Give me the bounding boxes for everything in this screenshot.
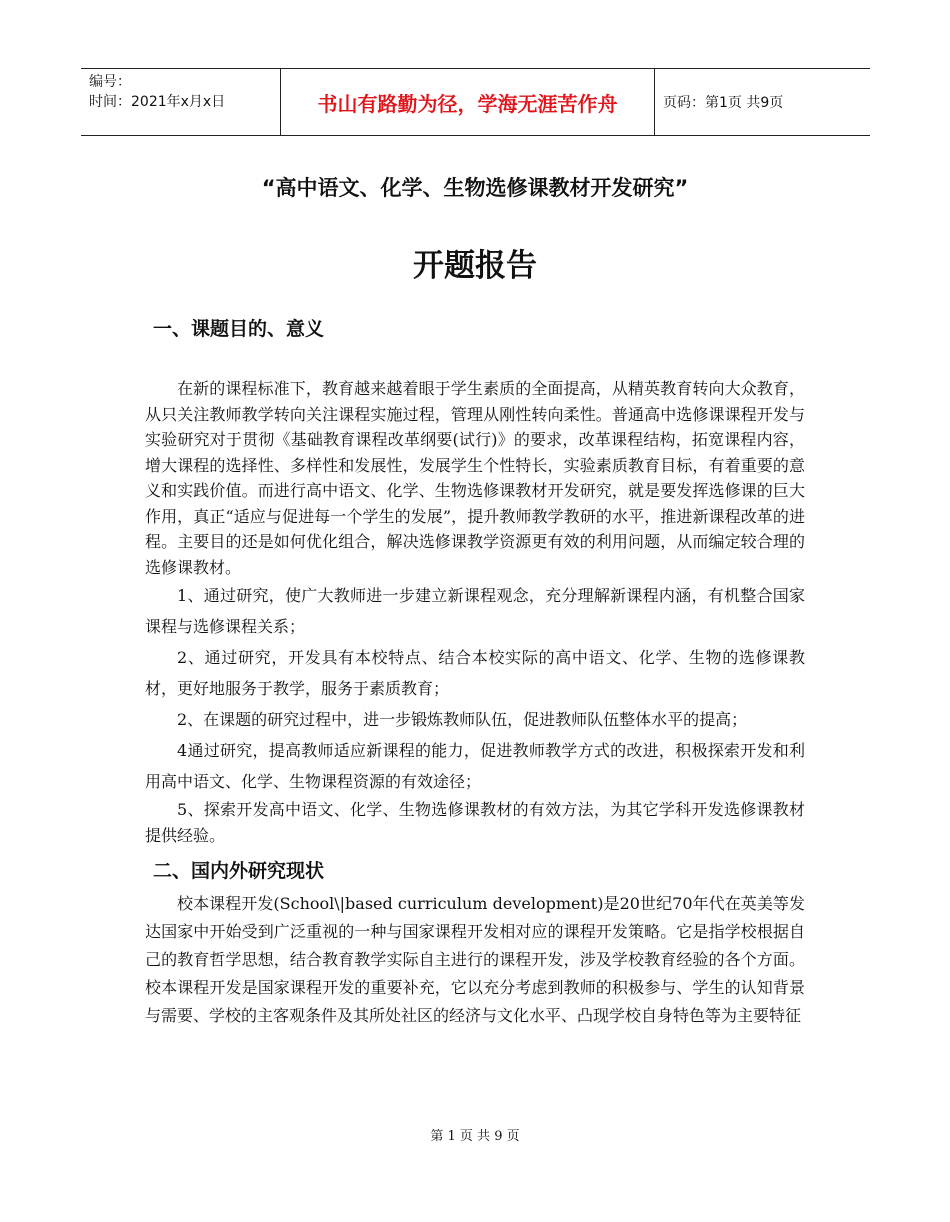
document-subtitle: 开题报告 (413, 248, 537, 284)
list-item: 1、通过研究，使广大教师进一步建立新课程观念，充分理解新课程内涵，有机整合国家课程与选修课程关系； (145, 586, 805, 636)
section1-intro: 在新的课程标准下，教育越来越着眼于学生素质的全面提高，从精英教育转向大众教育，从只关注教师教学转向关注课程实施过程，管理从刚性转向柔性。普通高中选修课课程开发与实验研究对于贯彻《基础教育课程改革纲要(试行)》的要求，改革课程结构，拓宽课程内容，增大课程的选择性、多样性和发展性，发展学生个性特长，实验素质教育目标，有着重要的意义和实践价值。而进行高中语文、化学、生物选修课教材开发研究，就是要发挥选修课的巨大作用，真正“适应与促进每一个学生的发展”，提升教师教学教研的水平，推进新课程改革的进程。主要目的还是如何优化组合，解决选修课教学资源更有效的利用问题，从而编定较合理的选修课教材。 (145, 379, 805, 577)
document-title: “高中语文、化学、生物选修课教材开发研究” (261, 176, 689, 200)
page-footer: 第 1 页 共 9 页 (430, 1129, 520, 1144)
header-motto: 书山有路勤为径，学海无涯苦作舟 (281, 69, 655, 135)
document-header (81, 68, 870, 136)
list-item: 2、通过研究，开发具有本校特点、结合本校实际的高中语文、化学、生物的选修课教材，更好地服务于教学，服务于素质教育； (145, 648, 805, 698)
document-body (145, 312, 805, 1030)
section1-heading: 一、课题目的、意义 (153, 318, 325, 340)
list-item: 5、探索开发高中语文、化学、生物选修课教材的有效方法，为其它学科开发选修课教材提供经验。 (145, 800, 805, 845)
header-meta (81, 69, 281, 135)
section2-heading: 二、国内外研究现状 (153, 860, 325, 882)
header-page-info: 页码：第1页 共9页 (663, 95, 784, 111)
section2-intro: 校本课程开发(School\|based curriculum development)是20世纪70年代在英美等发达国家中开始受到广泛重视的一种与国家课程开发相对应的课程开发策略。它是指学校根据自己的教育哲学思想，结合教育教学实际自主进行的课程开发，涉及学校教育经验的各个方面。校本课程开发是国家课程开发的重要补充，它以充分考虑到教师的积极参与、学生的认知背景与需要、学校的主客观条件及其所处社区的经济与文化水平、凸现学校自身特色等为主要特征 (145, 894, 805, 1025)
time-label: 时间：2021年x月x日 (89, 94, 226, 110)
list-item: 2、在课题的研究过程中，进一步锻炼教师队伍，促进教师队伍整体水平的提高； (177, 710, 748, 729)
list-item: 4通过研究，提高教师适应新课程的能力，促进教师教学方式的改进，积极探索开发和利用高中语文、化学、生物课程资源的有效途径； (145, 741, 805, 791)
number-label: 编号： (89, 74, 131, 90)
